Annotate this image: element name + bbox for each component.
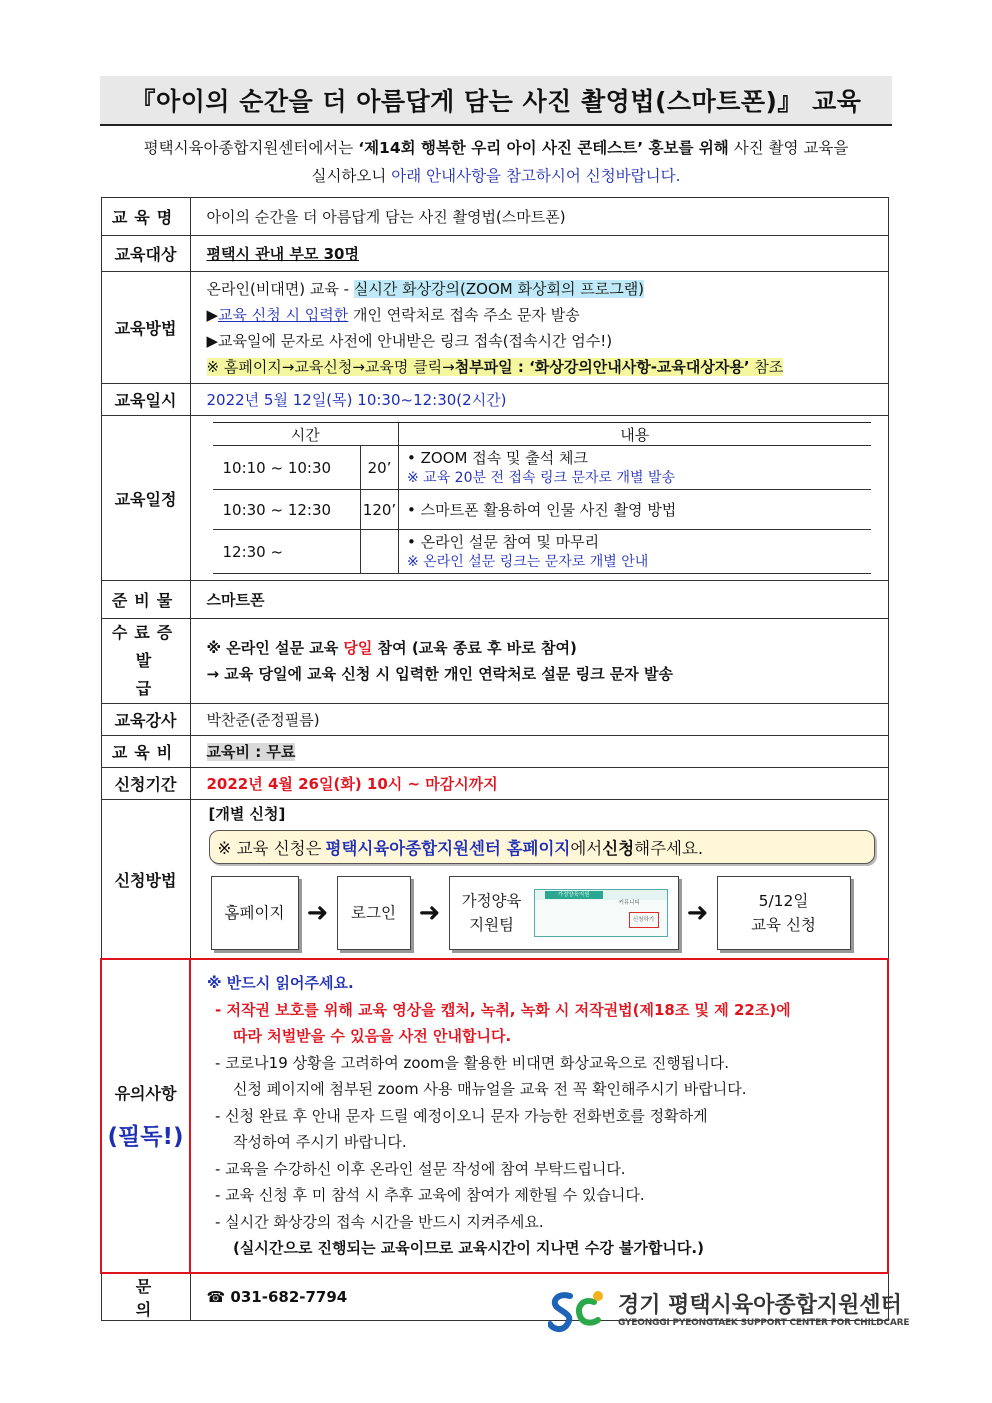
value-cert [190,619,888,704]
label-notice-line1: 유의사항 [114,1084,177,1103]
notice-item-cont: 신청 페이지에 첨부된 zoom 사용 매뉴얼을 교육 전 꼭 확인해주시기 바랍니다. [233,1080,747,1099]
mini-apply-button: 신청하기 [629,912,659,928]
info-table [100,197,889,1321]
step-support-line1: 가정양육 [461,892,522,910]
footer-org-kr: 경기 평택시육아종합지원센터 [618,1293,902,1318]
label-period: 신청기간 [101,768,190,800]
schedule-content: • ZOOM 접속 및 출석 체크 [407,448,588,467]
notice-copyright-cont: 따라 처벌받을 수 있음을 사전 안내합니다. [233,1027,512,1046]
cert-sameday: 당일 [343,639,373,657]
schedule-table [213,422,871,574]
notice-item-cont: 작성하여 주시기 바랍니다. [233,1133,407,1152]
label-schedule: 교육일정 [101,416,190,581]
arrow-right-icon: ➜ [306,898,329,928]
schedule-content: • 온라인 설문 참여 및 마무리 [407,532,600,551]
notice-item: - 교육을 수강하신 이후 온라인 설문 작성에 참여 부탁드립니다. [215,1159,626,1178]
schedule-head-time: 시간 [213,423,399,446]
value-schedule [190,416,888,581]
method-bullet: ▶ [206,305,219,324]
schedule-duration [361,530,399,574]
schedule-content: • 스마트폰 활용하여 인물 사진 촬영 방법 [399,490,871,530]
label-method: 교육방법 [101,272,190,384]
center-logo [548,1288,910,1334]
label-notice [101,959,190,1273]
notice-item: - 교육 신청 후 미 참석 시 추후 교육에 참여가 제한될 수 있습니다. [215,1186,645,1205]
label-instructor: 교육강사 [101,704,190,736]
value-period: 2022년 4월 26일(화) 10시 ~ 마감시까지 [190,768,888,800]
row-notice [101,959,888,1273]
schedule-head-content: 내용 [399,423,871,446]
row-period [101,768,888,800]
apply-note-apply: 신청 [602,839,635,858]
notice-item: - 신청 완료 후 안내 문자 드릴 예정이오니 문자 가능한 전화번호를 정확하게 [215,1106,708,1125]
intro-contest: ‘제14회 행복한 우리 아이 사진 콘테스트’ 홍보를 위해 [358,139,729,157]
schedule-time: 10:10 ~ 10:30 [213,446,361,490]
schedule-row [213,490,871,530]
label-apply: 신청방법 [101,800,190,960]
row-fee [101,736,888,768]
cert-line2: → 교육 당일에 교육 신청 시 입력한 개인 연락처로 설문 링크 문자 발송 [206,665,673,683]
label-cert [101,619,190,704]
value-target: 평택시 관내 부모 30명 [206,245,359,263]
apply-note-text: ※ 교육 신청은 [217,839,322,858]
step-apply-line1: 5/12일 [758,892,809,910]
intro-part: 실시하오니 [311,167,392,185]
step-login: 로그인 [337,876,411,950]
apply-sub: [개별 신청] [208,805,286,823]
schedule-header [213,423,871,446]
apply-note-homepage[interactable]: 평택시육아종합지원센터 홈페이지 [325,839,571,858]
schedule-duration: 120’ [361,490,399,530]
label-contact: 문의 [101,1273,190,1321]
intro-request: 아래 안내사항을 참고하시어 신청바랍니다. [391,167,681,185]
label-prep: 준비물 [101,581,190,619]
schedule-time: 12:30 ~ [213,530,361,574]
schedule-duration: 20’ [361,446,399,490]
label-notice-must-read: (필독!) [107,1124,184,1150]
step-apply [717,876,851,950]
schedule-row [213,530,871,574]
notice-item-cont: (실시간으로 진행되는 교육이므로 교육시간이 지나면 수강 불가합니다.) [233,1239,704,1258]
method-ref: 참조 [749,357,784,376]
value-prep: 스마트폰 [190,581,888,619]
label-target: 교육대상 [101,236,190,272]
logo-mark-icon [548,1288,608,1334]
intro-part: 평택시육아종합지원센터에서는 [143,139,359,157]
method-line3: ▶교육일에 문자로 사전에 안내받은 링크 접속(접속시간 엄수!) [206,331,613,350]
method-zoom: 실시간 화상강의(ZOOM 화상회의 프로그램) [353,279,645,298]
row-prep [101,581,888,619]
method-phone: 교육 신청 시 입력한 [218,305,349,324]
label-name: 교육명 [101,198,190,236]
cert-line1-end: 참여 (교육 종료 후 바로 참여) [372,639,577,657]
intro-part: 사진 촬영 교육을 [728,139,849,157]
row-cert [101,619,888,704]
value-notice [190,959,888,1273]
schedule-row [213,446,871,490]
label-cert-line2: 발급 [135,651,182,698]
value-name: 아이의 순간을 더 아름답게 담는 사진 촬영법(스마트폰) [190,198,888,236]
arrow-right-icon: ➜ [686,898,709,928]
label-fee: 교육비 [101,736,190,768]
apply-note-text: 해주세요. [634,839,704,858]
label-date: 교육일시 [101,384,190,416]
value-instructor: 박찬준(준정필름) [190,704,888,736]
mini-tab: 가정양육지원 [545,891,603,899]
notice-copyright: - 저작권 보호를 위해 교육 영상을 캡처, 녹취, 녹화 시 저작권법(제18조 및 제 22조)에 [215,1000,791,1019]
notice-item: - 실시간 화상강의 접속 시간을 반드시 지켜주세요. [215,1212,544,1231]
value-fee: 교육비 : 무료 [206,743,296,761]
value-date: 2022년 5월 12일(목) 10:30~12:30(2시간) [190,384,888,416]
row-schedule [101,416,888,581]
footer-org-en: GYEONGGI PYEONGTAEK SUPPORT CENTER FOR CHILDCARE [618,1318,910,1328]
step-homepage: 홈페이지 [211,876,299,950]
apply-note-text: 에서 [570,839,603,858]
row-method [101,272,888,384]
row-date [101,384,888,416]
cert-line1: ※ 온라인 설문 교육 [206,639,344,657]
method-line1: 온라인(비대면) 교육 - [206,279,354,298]
mini-tab2: 커뮤니티 [618,900,640,906]
arrow-right-icon: ➜ [418,898,441,928]
page-title: 『아이의 순간을 더 아름답게 담는 사진 촬영법(스마트폰)』 교육 [100,76,892,126]
value-apply [190,800,888,960]
row-name [101,198,888,236]
method-attachment: 첨부파일 : ‘화상강의안내사항-교육대상자용’ [454,357,750,376]
row-target [101,236,888,272]
label-cert-line1: 수료증 [111,623,180,642]
step-support-line2: 지원팀 [469,916,515,934]
intro-text [100,134,892,190]
schedule-note: ※ 교육 20분 전 접속 링크 문자로 개별 발송 [407,469,676,486]
row-instructor [101,704,888,736]
step-apply-line2: 교육 신청 [751,916,816,934]
method-path: ※ 홈페이지→교육신청→교육명 클릭→ [206,357,455,376]
value-contact: ☎ 031-682-7794 [190,1273,888,1321]
method-line2: 개인 연락처로 접속 주소 문자 발송 [348,305,580,324]
notice-head: ※ 반드시 읽어주세요. [207,974,354,993]
apply-note-box [209,830,875,864]
value-method [190,272,888,384]
notice-item: - 코로나19 상황을 고려하여 zoom을 활용한 비대면 화상교육으로 진행됩니다. [215,1053,729,1072]
step-support-team [449,876,679,950]
schedule-note: ※ 온라인 설문 링크는 문자로 개별 안내 [407,553,649,570]
apply-flow [211,876,888,950]
homepage-screenshot-thumbnail [534,889,668,937]
schedule-time: 10:30 ~ 12:30 [213,490,361,530]
row-apply [101,800,888,960]
